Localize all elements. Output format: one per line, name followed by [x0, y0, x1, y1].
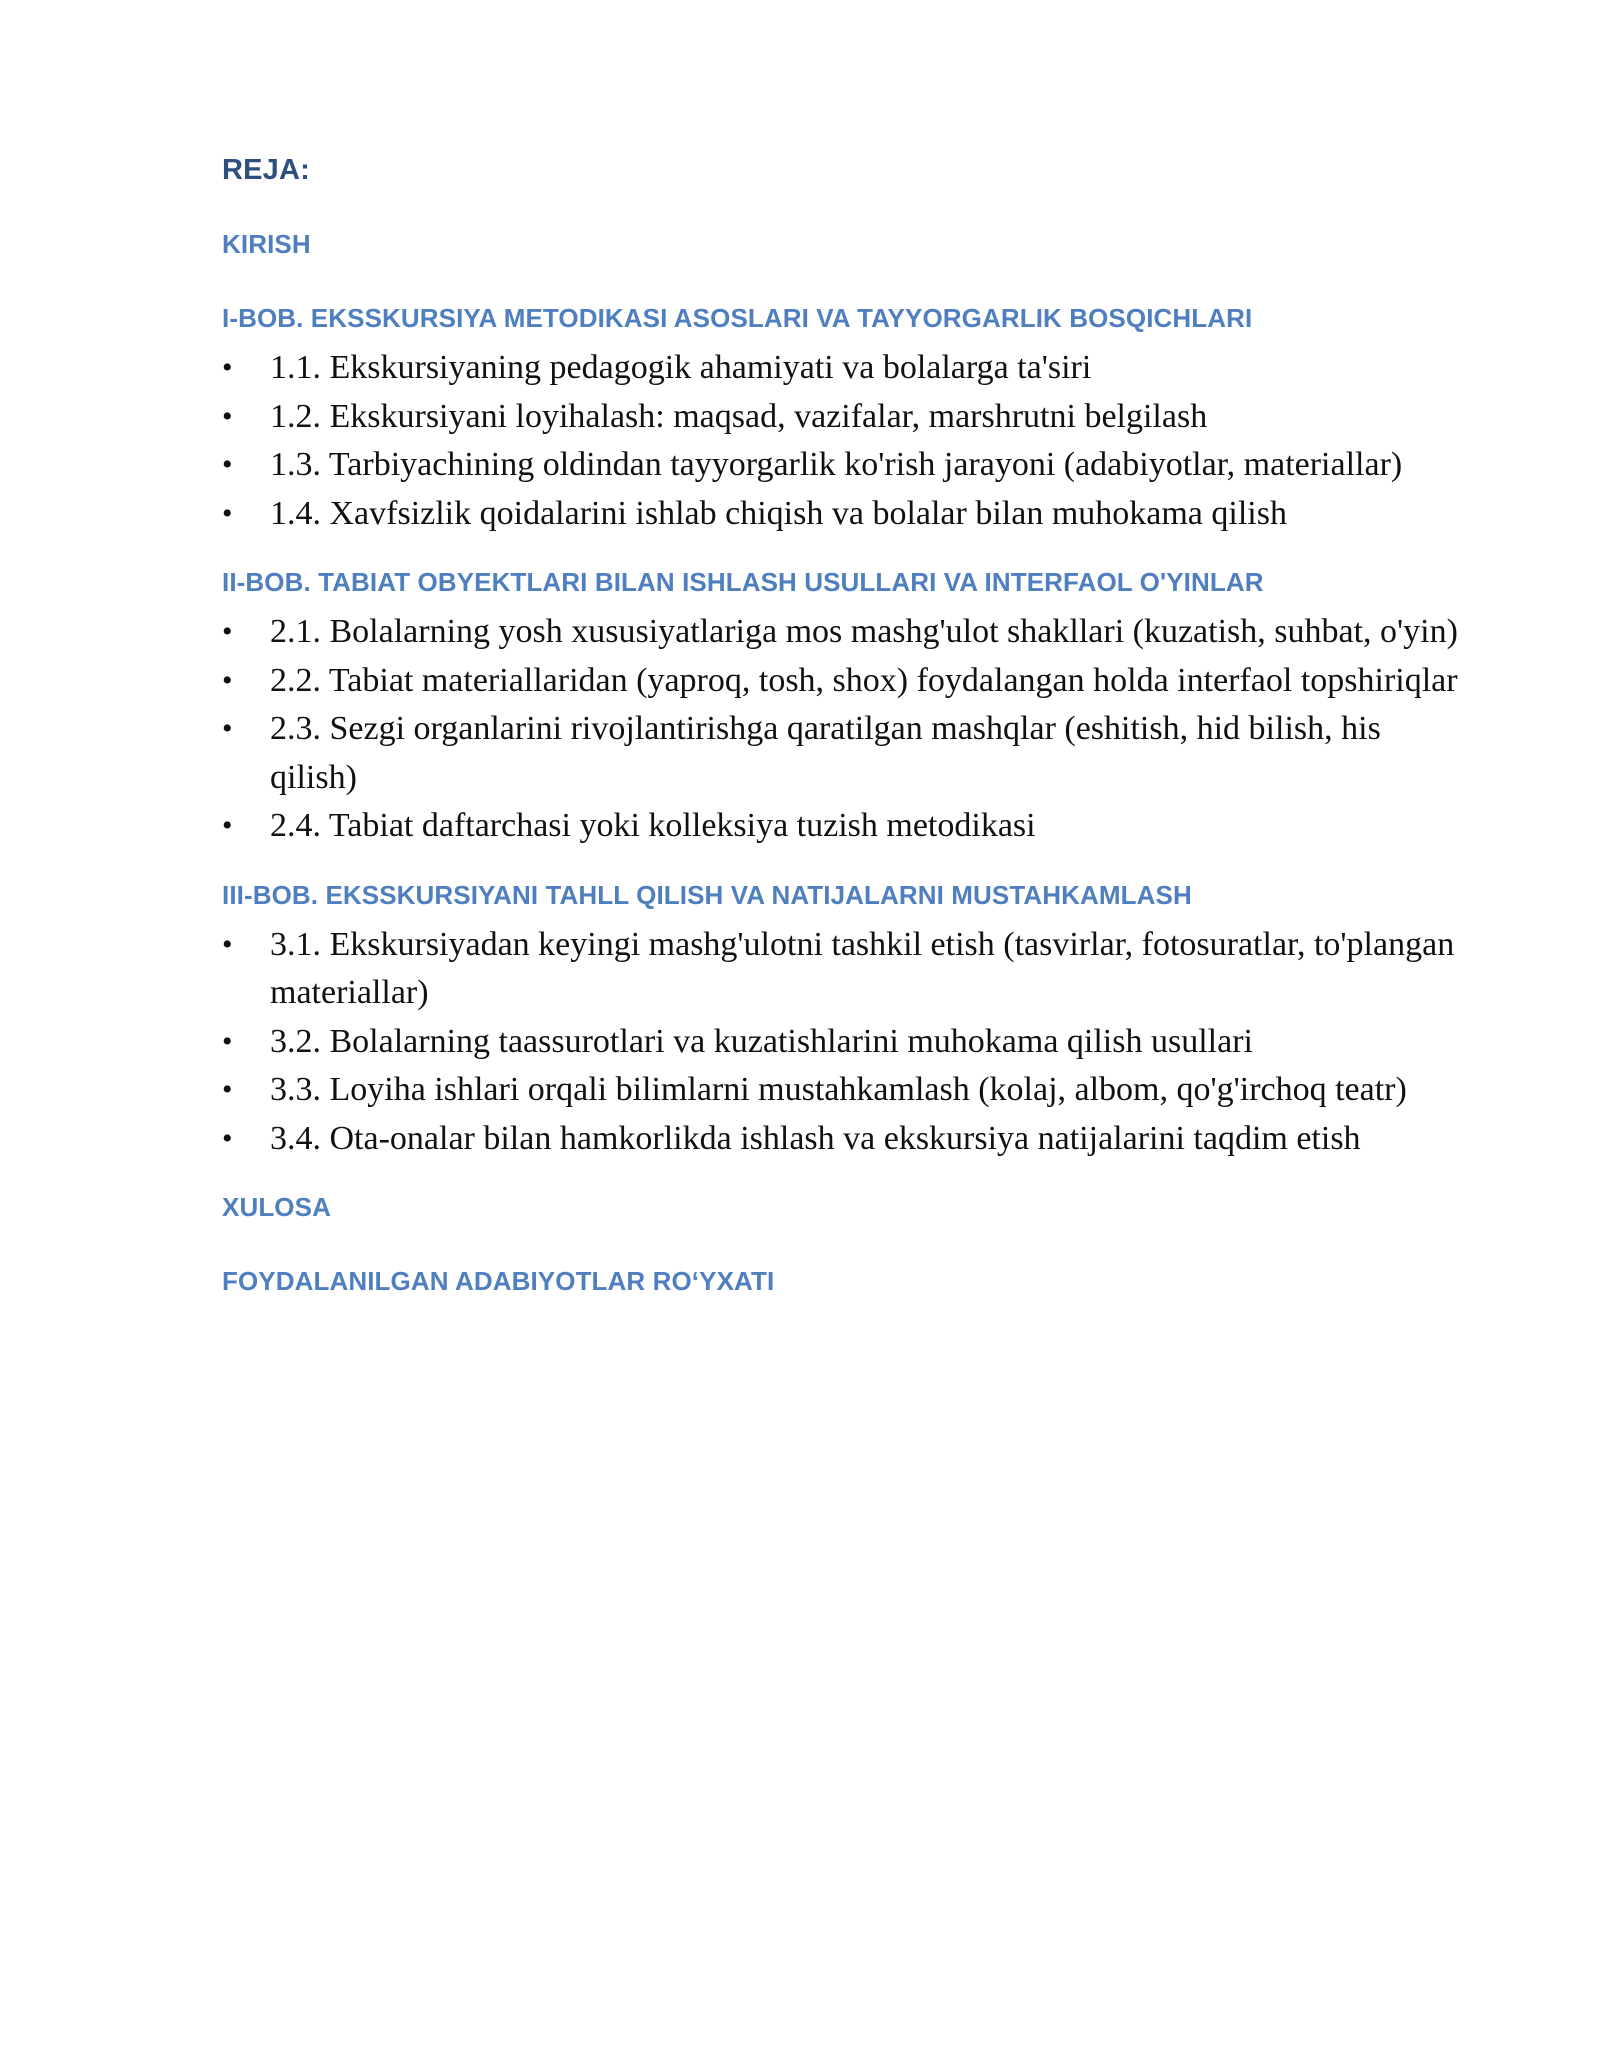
list-item [222, 490, 1472, 539]
list-item [222, 1115, 1472, 1164]
list-item [222, 608, 1472, 657]
chapter-heading: I-BOB. EKSSKURSIYA METODIKASI ASOSLARI VA TAYYORGARLIK BOSQICHLARI [222, 303, 1253, 333]
bullet-icon: • [222, 496, 233, 530]
bullet-icon: • [222, 351, 233, 384]
bullet-icon: • [222, 927, 233, 961]
list-item-text: 2.3. Sezgi organlarini rivojlantirishga qaratilgan mashqlar (eshitish, hid bilish, his qilish) [270, 710, 1381, 796]
bullet-icon: • [222, 663, 233, 697]
conclusion-heading: XULOSA [222, 1192, 331, 1222]
bullet-icon: • [222, 1073, 233, 1106]
bullet-icon: • [222, 712, 233, 745]
chapter-heading: III-BOB. EKSSKURSIYANI TAHLL QILISH VA NATIJALARNI MUSTAHKAMLASH [222, 879, 1192, 910]
references-heading: FOYDALANILGAN ADABIYOTLAR RO‘YXATI [222, 1266, 775, 1296]
list-item-text: 2.4. Tabiat daftarchasi yoki kolleksiya tuzish metodikasi [270, 807, 1036, 844]
bullet-icon: • [222, 399, 233, 433]
list-item-text: 2.1. Bolalarning yosh xususiyatlariga mos mashg'ulot shakllari (kuzatish, suhbat, o'yin) [270, 613, 1458, 650]
chapter-heading: II-BOB. TABIAT OBYEKTLARI BILAN ISHLASH USULLARI VA INTERFAOL O'YINLAR [222, 567, 1264, 597]
bullet-icon: • [222, 448, 233, 481]
bullet-icon: • [222, 615, 233, 648]
list-item-text: 3.3. Loyiha ishlari orqali bilimlarni mustahkamlash (kolaj, albom, qo'g'irchoq teatr) [270, 1071, 1407, 1108]
chapter-item-list [222, 608, 1472, 851]
intro-heading: KIRISH [222, 229, 311, 259]
chapter-3 [222, 877, 1472, 1164]
chapter-item-list [222, 921, 1472, 1164]
list-item-text: 1.1. Ekskursiyaning pedagogik ahamiyati va bolalarga ta'siri [270, 349, 1092, 386]
bullet-icon: • [222, 1024, 233, 1058]
list-item [222, 441, 1472, 490]
chapter-1 [222, 300, 1472, 538]
list-item-text: 1.3. Tarbiyachining oldindan tayyorgarlik ko'rish jarayoni (adabiyotlar, materiallar) [270, 446, 1403, 483]
list-item-text: 3.1. Ekskursiyadan keyingi mashg'ulotni tashkil etish (tasvirlar, fotosuratlar, to'plangan materiallar) [270, 925, 1455, 1011]
plan-title: REJA: [222, 154, 311, 186]
list-item [222, 657, 1472, 706]
list-item-text: 2.2. Tabiat materiallaridan (yaproq, tosh, shox) foydalangan holda interfaol topshiriqlar [270, 661, 1458, 699]
list-item [222, 802, 1472, 851]
list-item [222, 1066, 1472, 1115]
chapter-item-list [222, 344, 1472, 538]
list-item [222, 393, 1472, 442]
bullet-icon: • [222, 1121, 233, 1155]
list-item [222, 705, 1472, 802]
bullet-icon: • [222, 809, 233, 842]
list-item [222, 1018, 1472, 1067]
chapter-2 [222, 564, 1472, 851]
list-item-text: 3.2. Bolalarning taassurotlari va kuzatishlarini muhokama qilish usullari [270, 1022, 1253, 1060]
list-item-text: 1.2. Ekskursiyani loyihalash: maqsad, vazifalar, marshrutni belgilash [270, 397, 1208, 435]
list-item [222, 921, 1472, 1018]
list-item-text: 3.4. Ota-onalar bilan hamkorlikda ishlash va ekskursiya natijalarini taqdim etish [270, 1119, 1361, 1157]
document-page [222, 150, 1472, 1299]
list-item [222, 344, 1472, 393]
list-item-text: 1.4. Xavfsizlik qoidalarini ishlab chiqish va bolalar bilan muhokama qilish [270, 494, 1287, 532]
